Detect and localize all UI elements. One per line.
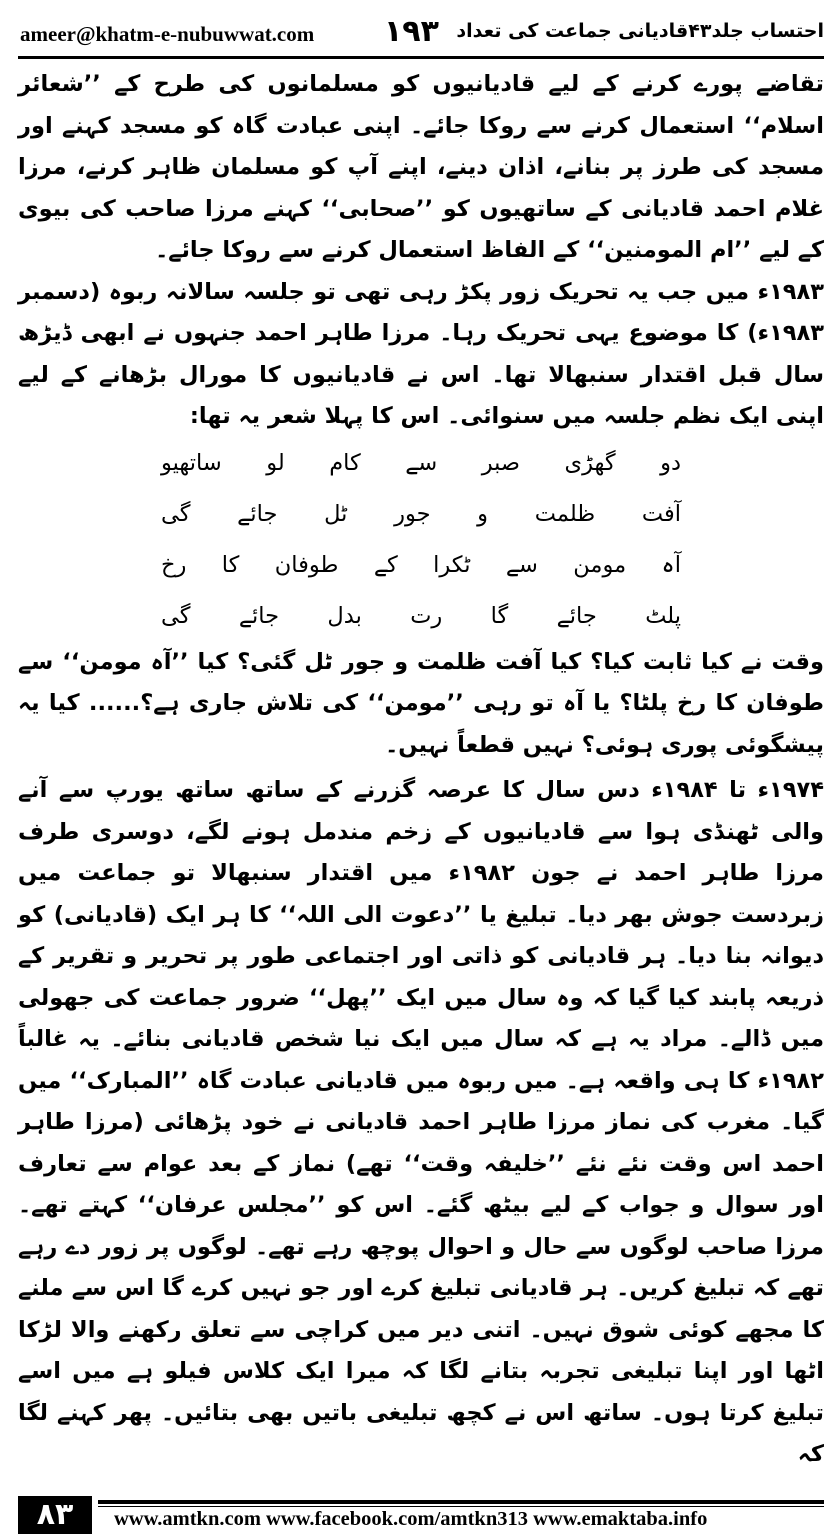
poem-line-1: دو گھڑی صبر سے کام لو ساتھیو bbox=[161, 449, 681, 476]
poem bbox=[161, 438, 681, 642]
header-page-number: ۱۹۳ bbox=[384, 14, 439, 49]
footer-rule-thin bbox=[98, 1506, 824, 1507]
page-body bbox=[18, 64, 824, 1494]
paragraph-2: ۱۹۸۳ء میں جب یہ تحریک زور پکڑ رہی تھی تو جلسہ سالانہ ربوہ (دسمبر ۱۹۸۳ء) کا موضوع یہی تحریک رہا۔ مرزا طاہر احمد جنہوں نے ابھی ڈیڑھ سال قبل اقتدار سنبھالا تھا۔ اس نے قادیانیوں کا مورال بڑھانے کے لیے اپنی ایک نظم جلسہ میں سنوائی۔ اس کا پہلا شعر یہ تھا: bbox=[18, 278, 824, 429]
header-email: ameer@khatm-e-nubuwwat.com bbox=[20, 22, 315, 46]
footer-rule bbox=[98, 1500, 824, 1504]
page-footer bbox=[18, 1496, 824, 1534]
poem-line-4: پلٹ جائے گا رت بدل جائے گی bbox=[161, 602, 681, 629]
header-divider bbox=[18, 56, 824, 59]
poem-line-2: آفت ظلمت و جور ٹل جائے گی bbox=[161, 500, 681, 527]
paragraph-4: ۱۹۷۴ء تا ۱۹۸۴ء دس سال کا عرصہ گزرنے کے ساتھ ساتھ یورپ سے آنے والی ٹھنڈی ہوا سے قادیانیوں کے زخم مندمل ہونے لگے، دوسری طرف مرزا طاہر احمد نے جون ۱۹۸۲ء میں اقتدار سنبھالا تو جماعت میں زبردست جوش بھر دیا۔ تبلیغ یا ’’دعوت الی اللہ‘‘ کا ہر ایک (قادیانی) کو دیوانہ بنا دیا۔ ہر قادیانی کو ذاتی اور اجتماعی طور پر تحریر و تقریر کے ذریعہ پابند کیا گیا کہ وہ سال میں ایک ’’پھل‘‘ ضرور جماعت کی جھولی میں ڈالے۔ مراد یہ ہے کہ سال میں ایک نیا شخص قادیانی بنائے۔ یہ غالباً ۱۹۸۲ء کا ہی واقعہ ہے۔ میں ربوہ میں قادیانی عبادت گاہ ’’المبارک‘‘ میں گیا۔ مغرب کی نماز مرزا طاہر احمد قادیانی نے خود پڑھائی (مرزا طاہر احمد اس وقت نئے نئے ’’خلیفہ وقت‘‘ تھے) نماز کے بعد عوام سے تعارف اور سوال و جواب کے لیے بیٹھ گئے۔ اس کو ’’مجلس عرفان‘‘ کہتے تھے۔ مرزا صاحب لوگوں سے حال و احوال پوچھ رہے تھے۔ لوگوں پر زور دے رہے تھے کہ تبلیغ کریں۔ ہر قادیانی تبلیغ کرے اور جو نہیں کرے گا اس سے ملنے کا مجھے کوئی شوق نہیں۔ اتنی دیر میں کراچی سے تعلق رکھنے والا لڑکا اٹھا اور اپنا تبلیغی تجربہ بتانے لگا کہ میرا ایک کلاس فیلو ہے میں اسے تبلیغ کرتا ہوں۔ ساتھ اس نے کچھ تبلیغی باتیں بھی بتائیں۔ پھر کہنے لگا کہ bbox=[18, 777, 824, 1467]
paragraph-1: تقاضے پورے کرنے کے لیے قادیانیوں کو مسلمانوں کی طرح کے ’’شعائر اسلام‘‘ استعمال کرنے سے روکا جائے۔ اپنی عبادت گاہ کو مسجد کہنے اور مسجد کی طرز پر بنانے، اذان دینے، اپنے آپ کو مسلمان ظاہر کرنے، مرزا غلام احمد قادیانی کے ساتھیوں کو ’’صحابی‘‘ کہنے مرزا صاحب کی بیوی کے لیے ’’ام المومنین‘‘ کے الفاظ استعمال کرنے سے روکا جائے۔ bbox=[18, 71, 824, 263]
page-header bbox=[20, 14, 824, 54]
poem-line-3: آہ مومن سے ٹکرا کے طوفان کا رخ bbox=[161, 551, 681, 578]
header-running-title: احتساب جلد۴۳قادیانی جماعت کی تعداد bbox=[456, 20, 824, 42]
footer-page-number: ۸۳ bbox=[18, 1496, 92, 1534]
paragraph-3: وقت نے کیا ثابت کیا؟ کیا آفت ظلمت و جور ٹل گئی؟ کیا ’’آہ مومن‘‘ سے طوفان کا رخ پلٹا؟ یا آہ تو رہی ’’مومن‘‘ کی تلاش جاری ہے؟...... کیا یہ پیشگوئی پوری ہوئی؟ نہیں قطعاً نہیں۔ bbox=[18, 648, 824, 758]
footer-links: www.amtkn.com www.facebook.com/amtkn313 www.emaktaba.info bbox=[114, 1508, 708, 1530]
